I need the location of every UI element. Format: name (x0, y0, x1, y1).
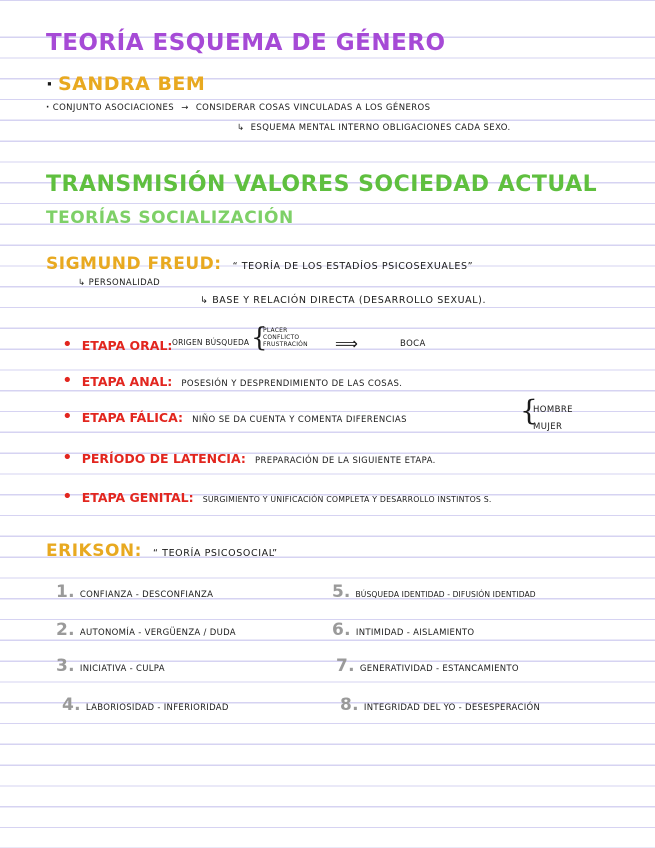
erikson-item-4 (62, 695, 229, 715)
option-conflicto: CONFLICTO (263, 334, 300, 341)
erikson-item-1 (56, 582, 213, 602)
arrow-return-icon: ↳ (237, 123, 245, 133)
personalidad-text: PERSONALIDAD (88, 278, 161, 288)
stage-anal (62, 371, 402, 390)
item-text: INICIATIVA - CULPA (79, 664, 165, 674)
subtitle-socialization-theories: TEORÍAS SOCIALIZACIÓN (46, 208, 294, 228)
brace-icon: { (520, 394, 538, 427)
erikson-item-2 (56, 620, 236, 640)
stage-falica (62, 407, 407, 426)
personalidad-line (78, 278, 160, 288)
double-arrow-icon: ⟹ (335, 334, 358, 353)
stage-anal-text: POSESIÓN Y DESPRENDIMIENTO DE LAS COSAS. (181, 379, 403, 389)
freud-quote: “ TEORÍA DE LOS ESTADÍOS PSICOSEXUALES” (232, 261, 474, 272)
stage-oral (62, 335, 172, 354)
bullet-icon: • (62, 486, 73, 507)
conjunto-asociaciones-label: CONJUNTO ASOCIACIONES (52, 103, 175, 113)
stage-oral-result: BOCA (400, 339, 426, 349)
stage-latencia-text: PREPARACIÓN DE LA SIGUIENTE ETAPA. (254, 456, 436, 466)
bullet-dot: · (46, 103, 50, 113)
freud-heading (46, 254, 473, 274)
item-number: 2. (56, 620, 75, 640)
erikson-item-7 (336, 656, 519, 676)
item-text: AUTONOMÍA - VERGÜENZA / DUDA (79, 628, 236, 638)
bullet-dot: · (46, 74, 53, 95)
item-text: GENERATIVIDAD - ESTANCAMIENTO (359, 664, 519, 674)
stage-falica-title: ETAPA FÁLICA: (81, 410, 184, 425)
bullet-icon: • (62, 447, 73, 468)
considerar-text: CONSIDERAR COSAS VINCULADAS A LOS GÉNEROS (195, 103, 431, 113)
stage-genital-text: SURGIMIENTO Y UNIFICACIÓN COMPLETA Y DESARROLLO INSTINTOS S. (202, 495, 492, 504)
base-relacion-text: BASE Y RELACIÓN DIRECTA (DESARROLLO SEXUAL). (212, 295, 487, 306)
item-text: BÚSQUEDA IDENTIDAD - DIFUSIÓN IDENTIDAD (355, 590, 536, 599)
section-title-transmission: TRANSMISIÓN VALORES SOCIEDAD ACTUAL (46, 172, 598, 197)
item-text: INTIMIDAD - AISLAMIENTO (355, 628, 475, 638)
option-frustracion: FRUSTRACIÓN (263, 341, 308, 348)
item-text: INTEGRIDAD DEL YO - DESESPERACIÓN (363, 703, 541, 713)
bullet-icon: • (62, 370, 73, 391)
sandra-bem-label: SANDRA BEM (57, 73, 206, 95)
esquema-mental-line (237, 123, 511, 133)
erikson-quote: “ TEORÍA PSICOSOCIAL” (153, 548, 278, 559)
section-title-gender-schema: TEORÍA ESQUEMA DE GÉNERO (46, 30, 446, 56)
bullet-sandra-bem (46, 73, 205, 95)
bullet-conjunto-asociaciones (46, 103, 430, 113)
item-text: CONFIANZA - DESCONFIANZA (79, 590, 214, 600)
option-mujer: MUJER (533, 422, 563, 432)
item-number: 4. (62, 695, 81, 715)
option-placer: PLACER (263, 327, 288, 334)
freud-name: SIGMUND FREUD: (46, 254, 222, 274)
item-number: 5. (332, 582, 351, 602)
esquema-mental-text: ESQUEMA MENTAL INTERNO OBLIGACIONES CADA SEXO. (250, 123, 511, 133)
brace-icon: { (251, 323, 268, 353)
item-number: 6. (332, 620, 351, 640)
stage-genital-title: ETAPA GENITAL: (81, 490, 194, 505)
item-number: 1. (56, 582, 75, 602)
erikson-item-5 (332, 582, 536, 602)
bullet-icon: • (62, 334, 73, 355)
arrow-return-icon: ↳ (78, 278, 86, 288)
stage-oral-text: ORIGEN BÚSQUEDA (172, 338, 250, 347)
erikson-name: ERIKSON: (46, 541, 142, 561)
erikson-item-6 (332, 620, 474, 640)
stage-falica-text: NIÑO SE DA CUENTA Y COMENTA DIFERENCIAS (192, 415, 407, 425)
erikson-item-8 (340, 695, 540, 715)
item-text: LABORIOSIDAD - INFERIORIDAD (85, 703, 229, 713)
option-hombre: HOMBRE (533, 405, 573, 415)
stage-anal-title: ETAPA ANAL: (81, 374, 173, 389)
item-number: 3. (56, 656, 75, 676)
stage-latencia (62, 448, 436, 467)
base-relacion-line (200, 295, 486, 306)
stage-oral-options (263, 327, 308, 348)
arrow-right-icon: → (181, 103, 189, 113)
erikson-heading (46, 541, 278, 561)
stage-oral-title: ETAPA ORAL: (81, 338, 173, 353)
bullet-icon: • (62, 406, 73, 427)
item-number: 7. (336, 656, 355, 676)
stage-genital (62, 487, 492, 506)
stage-latencia-title: PERÍODO DE LATENCIA: (81, 451, 246, 466)
arrow-return-icon: ↳ (200, 295, 209, 306)
item-number: 8. (340, 695, 359, 715)
stage-falica-options (533, 402, 573, 436)
erikson-item-3 (56, 656, 165, 676)
